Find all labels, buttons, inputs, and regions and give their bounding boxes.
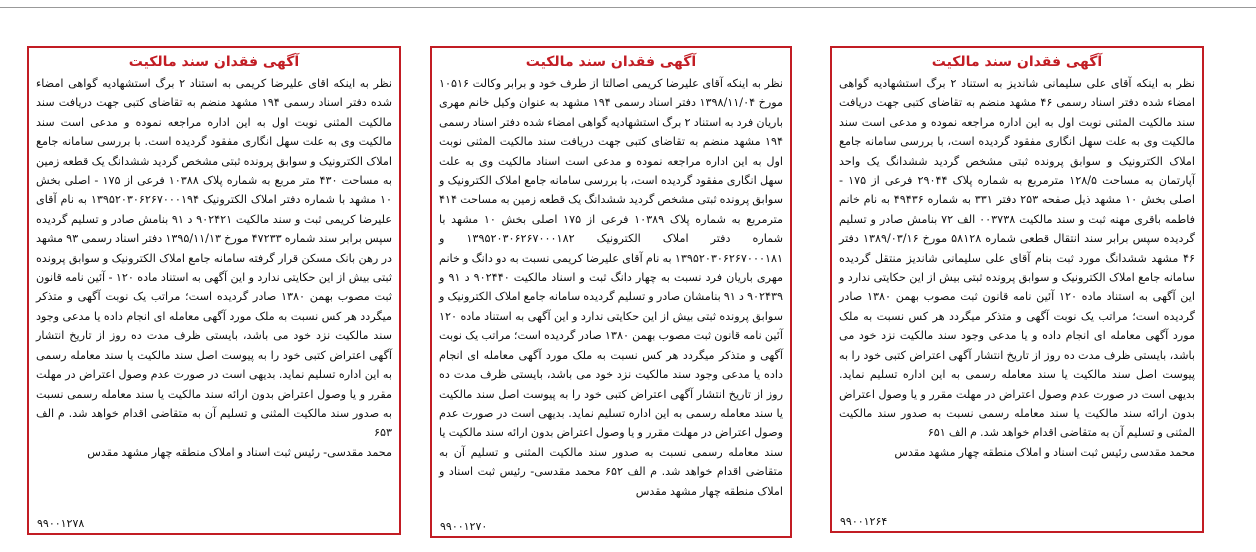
notice-title: آگهی فقدان سند مالکیت: [525, 54, 697, 70]
notice-ref: م الف ۶۵۳: [36, 406, 392, 440]
notice-body: [439, 74, 783, 501]
notice-right: [830, 46, 1204, 533]
notice-title: آگهی فقدان سند مالکیت: [931, 54, 1103, 70]
notice-left: [27, 46, 401, 535]
notice-ref: م الف ۶۵۲: [605, 465, 658, 479]
notice-middle: [430, 46, 792, 538]
notice-code: ۹۹۰۰۱۲۷۸: [37, 517, 85, 530]
notice-title: آگهی فقدان سند مالکیت: [128, 54, 300, 70]
notice-signature: محمد مقدسی- رئیس ثبت اسناد و املاک منطقه چهار مشهد مقدس: [87, 445, 392, 459]
notice-code: ۹۹۰۰۱۲۷۰: [440, 520, 488, 533]
notice-signature: محمد مقدسی رئیس ثبت اسناد و املاک منطقه چهار مشهد مقدس: [894, 445, 1195, 459]
notice-body: [36, 74, 392, 462]
notice-body-text: نظر به اینکه آقای علیرضا کریمی اصالتا از طرف خود و برابر وکالت ۱۰۵۱۶ مورخ ۱۳۹۸/۱۱/۰۴ دفتر اسناد رسمی ۱۹۴ مشهد به عنوان وکیل خانم مهری باریان فرد به استناد ۲ برگ استشهادیه گواهی امضاء شده دفتر اسناد رسمی ۱۹۴ مشهد منضم به تقاضای کتبی جهت دریافت سند مالکیت المثنی نوبت اول به این اداره مراجعه نموده و مدعی است اسناد مالکیت وی به علت سهل انگاری مفقود گردیده است، با بررسی سامانه جامع املاک الکترونیک و سوابق پرونده ثبتی مشخص گردید ششدانگ یک قطعه زمین به مساحت ۴۱۴ مترمربع به شماره پلاک ۱۰۳۸۹ فرعی از ۱۷۵ اصلی بخش ۱۰ مشهد با شماره دفتر املاک الکترونیک ۱۳۹۵۲۰۳۰۶۲۶۷۰۰۰۱۸۲ و ۱۳۹۵۲۰۳۰۶۲۶۷۰۰۰۱۸۱ به نام آقای علیرضا کریمی نسبت به دو دانگ و خانم مهری باریان فرد نسبت به چهار دانگ ثبت و اسناد مالکیت ۹۰۲۴۴۰ د ۹۱ و ۹۰۲۴۳۹ د ۹۱ بنامشان صادر و تسلیم گردیده سامانه جامع املاک الکترونیک و سوابق پرونده ثبتی بیش از این حکایتی ندارد و این آگهی به استناد ماده ۱۲۰ آئین نامه قانون ثبت مصوب بهمن ۱۳۸۰ صادر گردیده است؛ مراتب یک نوبت آگهی و متذکر میگردد هر کس نسبت به ملک مورد آگهی معامله ای انجام داده یا مدعی وجود سند مالکیت نزد خود می باشد، بایستی ظرف مدت ده روز از تاریخ انتشار آگهی اعتراض کتبی خود را به پیوست اصل سند مالکیت یا سند معامله رسمی به این اداره تسلیم نماید. بدیهی است در صورت عدم وصول اعتراض در مهلت مقرر و یا وصول اعتراض بدون ارائه سند مالکیت یا سند معامله رسمی نسبت به صدور سند مالکیت المثنی و تسلیم آن به متقاضی اقدام خواهد شد.: [439, 77, 784, 479]
notice-code: ۹۹۰۰۱۲۶۴: [840, 515, 888, 528]
page-top-rule: [0, 0, 1256, 8]
notice-body: [839, 74, 1195, 462]
notice-body-text: نظر به اینکه اقای علیرضا کریمی به استناد ۲ برگ استشهادیه گواهی امضاء شده دفتر اسناد رسمی ۱۹۴ مشهد منضم به تقاضای کتبی جهت دریافت سند مالکیت المثنی نوبت اول به این اداره مراجعه نموده و مدعی است سند مالکیت وی به علت سهل انگاری مفقود گردیده است. با بررسی سامانه جامع املاک الکترونیک و سوابق پرونده ثبتی مشخص گردید ششدانگ یک قطعه زمین به مساحت ۴۳۰ متر مربع به شماره پلاک ۱۰۳۸۸ فرعی از ۱۷۵ - اصلی بخش ۱۰ مشهد با شماره دفتر املاک الکترونیک ۱۳۹۵۲۰۳۰۶۲۶۷۰۰۰۱۹۴ به نام آقای علیرضا کریمی ثبت و سند مالکیت ۹۰۲۴۲۱ د ۹۱ بنامش صادر و تسلیم گردیده سپس برابر سند شماره ۴۷۲۳۳ مورخ ۱۳۹۵/۱۱/۱۳ دفتر اسناد رسمی ۹۳ مشهد در رهن بانک مسکن قرار گرفته سامانه جامع املاک الکترونیک و سوابق پرونده ثبتی بیش از این حکایتی ندارد و این آگهی به استناد ماده ۱۲۰ - آئین نامه قانون ثبت مصوب بهمن ۱۳۸۰ صادر گردیده است؛ مراتب یک نوبت آگهی و متذکر میگردد هر کس نسبت به ملک مورد آگهی معامله ای انجام داده یا مدعی وجود سند مالکیت نزد خود می باشد، بایستی ظرف مدت ده روز از تاریخ انتشار آگهی اعتراض کتبی خود را به پیوست اصل سند مالکیت یا سند معامله رسمی به این اداره تسلیم نماید. بدیهی است در صورت عدم وصول اعتراض در مهلت مقرر و یا وصول اعتراض بدون ارائه سند مالکیت یا سند معامله رسمی نسبت به صدور سند مالکیت المثنی و تسلیم آن به متقاضی اقدام خواهد شد.: [36, 77, 393, 420]
notice-body-text: نظر به اینکه آقای علی سلیمانی شاندیز به استناد ۲ برگ استشهادیه گواهی امضاء شده دفتر اسناد رسمی ۴۶ مشهد منضم به تقاضای کتبی جهت دریافت سند مالکیت المثنی نوبت اول به این اداره مراجعه نموده و مدعی است سند مالکیت وی به علت سهل انگاری مفقود گردیده است، با بررسی سامانه جامع املاک الکترونیک و سوابق پرونده ثبتی مشخص گردید ششدانگ یک واحد آپارتمان به مساحت ۱۲۸/۵ مترمربع به شماره پلاک ۲۹۰۴۴ فرعی از ۱۷۵ - اصلی بخش ۱۰ مشهد ذیل صفحه ۲۵۳ دفتر ۳۳۱ به شماره ۴۹۴۳۶ به نام خانم فاطمه باقری مهنه ثبت و سند مالکیت ۰۰۳۷۳۸ الف ۷۲ بنامش صادر و تسلیم گردیده سپس برابر سند انتقال قطعی شماره ۵۸۱۲۸ مورخ ۱۳۸۹/۰۳/۱۶ دفتر ۴۶ مشهد ششدانگ مورد ثبت بنام آقای علی سلیمانی شاندیز منتقل گردیده سامانه جامع املاک الکترونیک و سوابق پرونده ثبتی بیش از این حکایتی ندارد و این آگهی به استناد ماده ۱۲۰ آئین نامه قانون ثبت مصوب بهمن ۱۳۸۰ صادر گردیده است؛ مراتب یک نوبت آگهی و متذکر میگردد هر کس نسبت به ملک مورد آگهی معامله ای انجام داده و یا مدعی وجود سند مالکیت نزد خود می باشد، بایستی ظرف مدت ده روز از تاریخ انتشار آگهی اعتراض کتبی خود را به پیوست اصل سند مالکیت یا سند معامله رسمی به این اداره تسلیم نماید. بدیهی است در صورت عدم وصول اعتراض در مهلت مقرر و یا وصول اعتراض بدون ارائه سند مالکیت یا سند معامله رسمی نسبت به صدور سند مالکیت المثنی و تسلیم آن به متقاضی اقدام خواهد شد.: [839, 77, 1196, 440]
notice-signature: محمد مقدسی- رئیس ثبت اسناد و املاک منطقه چهار مشهد مقدس: [439, 465, 783, 498]
notice-ref: م الف ۶۵۱: [927, 426, 977, 440]
